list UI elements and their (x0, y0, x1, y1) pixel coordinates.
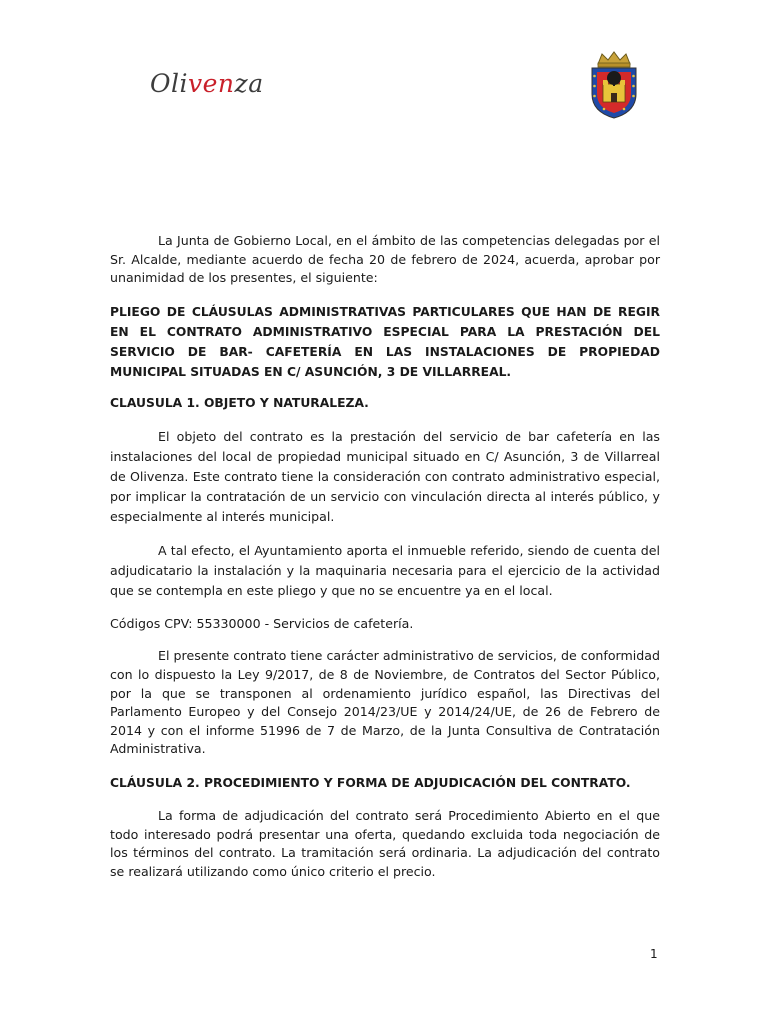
olivenza-logo-word: Olivenza (150, 69, 264, 98)
clause-1-heading: CLAUSULA 1. OBJETO Y NATURALEZA. (110, 395, 369, 410)
clause-2-paragraph-1: La forma de adjudicación del contrato será Procedimiento Abierto en el que todo interesado podrá presentar una oferta, quedando excluida toda negociación de los términos del contrato. La tramitación será ordinaria. La adjudicación del contrato se realizará utilizando como único criterio el precio. (110, 807, 660, 879)
clause-1-paragraph-1: El objeto del contrato es la prestación del servicio de bar cafetería en las instalaciones del local de propiedad municipal situado en C/ Asunción, 3 de Villarreal de Olivenza. Este contrato tiene la consideración con contrato administrativo especial, por implicar la contratación de un servicio con vinculación directa al interés público, y especialmente al interés municipal. (110, 428, 660, 524)
intro-paragraph: La Junta de Gobierno Local, en el ámbito de las competencias delegadas por el Sr. Alcalde, mediante acuerdo de fecha 20 de febrero de 2024, acuerda, aprobar por unanimidad de los presentes, el siguiente: (110, 233, 660, 286)
cpv-codes: Códigos CPV: 55330000 - Servicios de cafetería. (110, 615, 414, 631)
clause-1-paragraph-3: El presente contrato tiene carácter administrativo de servicios, de conformidad con lo dispuesto la Ley 9/2017, de 8 de Noviembre, de Contratos del Sector Público, por la que se transponen al ordenamiento jurídico español, las Directivas del Parlamento Europeo y del Consejo 2014/23/UE y 2014/24/UE, de 26 de Febrero de 2014 y con el informe 51996 de 7 de Marzo, de la Junta Consultiva de Contratación Administrativa. (110, 648, 660, 757)
document-title: PLIEGO DE CLÁUSULAS ADMINISTRATIVAS PARTICULARES QUE HAN DE REGIR EN EL CONTRATO ADMINISTRATIVO ESPECIAL PARA LA PRESTACIÓN DEL SERVICIO DE BAR- CAFETERÍA EN LAS INSTALACIONES DE PROPIEDAD MUNICIPAL SITUADAS EN C/ ASUNCIÓN, 3 DE VILLARREAL. (110, 304, 660, 379)
clause-1-paragraph-2: A tal efecto, el Ayuntamiento aporta el inmueble referido, siendo de cuenta del adjudicatario la instalación y la maquinaria necesaria para el ejercicio de la actividad que se contempla en este pliego y que no se encuentre ya en el local. (110, 542, 660, 598)
page-number: 1 (650, 947, 658, 961)
clause-2-heading: CLÁUSULA 2. PROCEDIMIENTO Y FORMA DE ADJUDICACIÓN DEL CONTRATO. (110, 775, 631, 790)
coat-of-arms-icon (580, 50, 648, 120)
olivenza-logo (150, 70, 310, 106)
document-body (110, 232, 660, 881)
